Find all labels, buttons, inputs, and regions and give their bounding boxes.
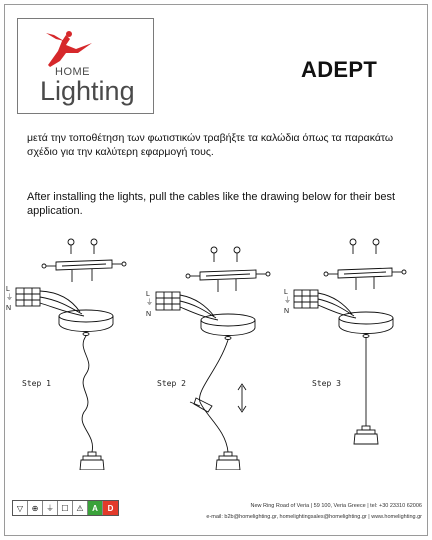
wire-label-ground: ⏚ [284, 297, 291, 304]
ground-icon: ⏚ [43, 501, 58, 515]
brand-home: HOME [55, 66, 90, 78]
terminal-block-icon [16, 288, 40, 306]
instructions-english: After installing the lights, pull the cables like the drawing below for their best application. [27, 191, 396, 217]
wire-label-n: N [6, 305, 12, 312]
terminal-block-icon [294, 290, 318, 308]
step-1-diagram [16, 239, 126, 470]
wire-label-ground: ⏚ [146, 299, 153, 306]
step-3-diagram [294, 239, 406, 444]
screw-icon [68, 239, 97, 254]
wire-label-n: N [146, 311, 152, 318]
wire-label-ground: ⏚ [6, 294, 13, 301]
mounting-bracket-icon [324, 268, 406, 290]
cable-grip-icon [190, 398, 212, 412]
company-address: New Ring Road of Veria | 59 100, Veria Greece | tel: +30 23310 62006 [250, 503, 422, 509]
brand-lighting: Lighting [40, 76, 135, 106]
lamp-holder-icon [354, 426, 378, 444]
earth-circle-icon: ⊕ [28, 501, 43, 515]
step-2-diagram [156, 247, 270, 470]
indoor-icon: ☐ [58, 501, 73, 515]
installation-diagram [0, 230, 432, 470]
class-triangle-icon: ▽ [13, 501, 28, 515]
wire-label-l: L [146, 291, 150, 298]
wire-label-l: L [284, 289, 288, 296]
instructions-greek: μετά την τοποθέτηση των φωτιστικών τραβήξτε τα καλώδια όπως τα παρακάτω σχέδιο για την καλύτερη εφαρμογή τους. [27, 132, 394, 158]
wire-label-n: N [284, 308, 290, 315]
lamp-holder-icon [80, 452, 104, 470]
lamp-holder-icon [216, 452, 240, 470]
step-1-label: Step 1 [22, 379, 51, 388]
warning-icon: ⚠ [73, 501, 88, 515]
screw-icon [350, 239, 379, 254]
energy-a-icon: A [88, 501, 103, 515]
pull-arrow-icon [238, 384, 246, 412]
step-2-label: Step 2 [157, 379, 186, 388]
step-3-label: Step 3 [312, 379, 341, 388]
terminal-block-icon [156, 292, 180, 310]
wire-label-l: L [6, 286, 10, 293]
product-name: ADEPT [301, 57, 378, 82]
screw-icon [211, 247, 240, 262]
certification-icons [12, 500, 119, 516]
dancer-logo-icon [36, 31, 96, 69]
ceiling-canopy-icon [59, 310, 113, 336]
energy-d-icon: D [103, 501, 118, 515]
mounting-bracket-icon [186, 270, 270, 292]
company-contact: e-mail: b2b@homelighting.gr, homelightingsales@homelighting.gr | www.homelighting.gr [206, 514, 422, 520]
brand-logo [17, 18, 154, 114]
mounting-bracket-icon [42, 260, 126, 282]
